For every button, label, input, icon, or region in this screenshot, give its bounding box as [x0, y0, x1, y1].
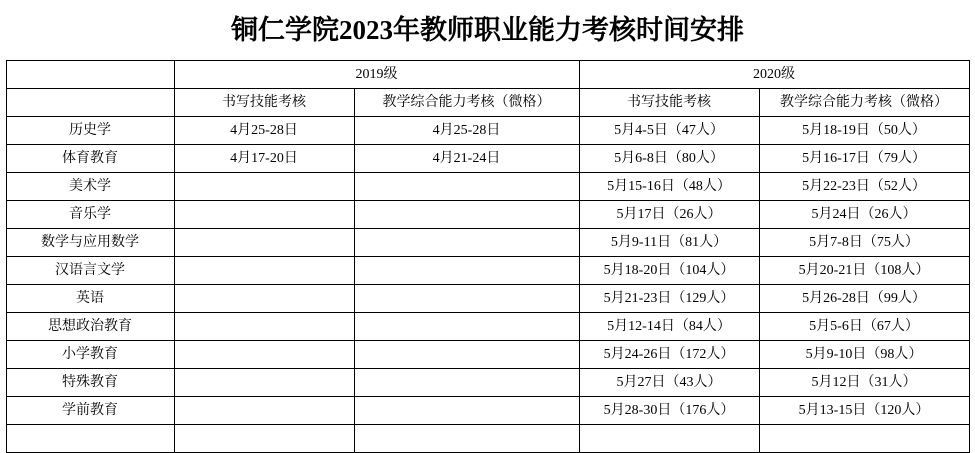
cell-2019-teaching	[354, 341, 579, 369]
cell-2020-writing: 5月28-30日（176人）	[579, 397, 759, 425]
table-row	[6, 145, 969, 173]
cell-2020-teaching: 5月9-10日（98人）	[759, 341, 969, 369]
cell-2019-teaching	[354, 313, 579, 341]
major-name: 小学教育	[6, 341, 174, 369]
cell-2019-teaching	[354, 229, 579, 257]
cell-2019-teaching: 4月25-28日	[354, 117, 579, 145]
table-row	[6, 285, 969, 313]
cell-2020-teaching: 5月7-8日（75人）	[759, 229, 969, 257]
cell-2020-teaching	[759, 425, 969, 453]
cell-2020-writing: 5月12-14日（84人）	[579, 313, 759, 341]
cell-2019-writing	[174, 425, 354, 453]
cell-2019-writing	[174, 341, 354, 369]
cell-2019-teaching	[354, 285, 579, 313]
cell-2020-writing: 5月24-26日（172人）	[579, 341, 759, 369]
table-row	[6, 201, 969, 229]
cell-2020-writing: 5月4-5日（47人）	[579, 117, 759, 145]
major-name: 美术学	[6, 173, 174, 201]
table-row	[6, 425, 969, 453]
table-header-subheader-row	[6, 89, 969, 117]
table-row	[6, 397, 969, 425]
column-header-2019-teaching: 教学综合能力考核（微格）	[354, 89, 579, 117]
major-name: 思想政治教育	[6, 313, 174, 341]
cell-2020-writing	[579, 425, 759, 453]
cell-2020-teaching: 5月12日（31人）	[759, 369, 969, 397]
cell-2019-writing: 4月17-20日	[174, 145, 354, 173]
cell-2020-writing: 5月18-20日（104人）	[579, 257, 759, 285]
cell-2020-teaching: 5月26-28日（99人）	[759, 285, 969, 313]
cell-2020-writing: 5月21-23日（129人）	[579, 285, 759, 313]
table-row	[6, 117, 969, 145]
cell-2020-writing: 5月6-8日（80人）	[579, 145, 759, 173]
page-title: 铜仁学院2023年教师职业能力考核时间安排	[231, 15, 744, 45]
major-name: 音乐学	[6, 201, 174, 229]
cell-2019-writing	[174, 285, 354, 313]
cell-2020-teaching: 5月24日（26人）	[759, 201, 969, 229]
cell-2020-writing: 5月27日（43人）	[579, 369, 759, 397]
cell-2020-teaching: 5月20-21日（108人）	[759, 257, 969, 285]
cell-2019-writing	[174, 173, 354, 201]
cell-2020-teaching: 5月18-19日（50人）	[759, 117, 969, 145]
grade-group-2020: 2020级	[579, 61, 969, 89]
cell-2019-teaching	[354, 397, 579, 425]
cell-2020-writing: 5月15-16日（48人）	[579, 173, 759, 201]
table-row	[6, 341, 969, 369]
column-header-2019-writing: 书写技能考核	[174, 89, 354, 117]
cell-2019-teaching	[354, 173, 579, 201]
cell-2019-teaching: 4月21-24日	[354, 145, 579, 173]
cell-2019-writing: 4月25-28日	[174, 117, 354, 145]
cell-2019-teaching	[354, 257, 579, 285]
grade-group-2019: 2019级	[174, 61, 579, 89]
cell-2019-teaching	[354, 201, 579, 229]
exam-schedule-table	[6, 60, 970, 453]
table-header-grade-row	[6, 61, 969, 89]
major-name	[6, 425, 174, 453]
major-name: 体育教育	[6, 145, 174, 173]
table-row	[6, 173, 969, 201]
table-row	[6, 257, 969, 285]
major-name: 特殊教育	[6, 369, 174, 397]
cell-2020-teaching: 5月13-15日（120人）	[759, 397, 969, 425]
table-row	[6, 313, 969, 341]
cell-2019-writing	[174, 397, 354, 425]
cell-2020-teaching: 5月5-6日（67人）	[759, 313, 969, 341]
major-name: 汉语言文学	[6, 257, 174, 285]
major-name: 英语	[6, 285, 174, 313]
cell-2019-writing	[174, 201, 354, 229]
cell-2019-writing	[174, 313, 354, 341]
cell-2019-teaching	[354, 425, 579, 453]
cell-2019-writing	[174, 257, 354, 285]
cell-2020-writing: 5月17日（26人）	[579, 201, 759, 229]
cell-2019-teaching	[354, 369, 579, 397]
table-corner-cell-2	[6, 89, 174, 117]
table-corner-cell	[6, 61, 174, 89]
major-name: 学前教育	[6, 397, 174, 425]
cell-2020-teaching: 5月16-17日（79人）	[759, 145, 969, 173]
column-header-2020-writing: 书写技能考核	[579, 89, 759, 117]
table-row	[6, 229, 969, 257]
major-name: 数学与应用数学	[6, 229, 174, 257]
cell-2020-teaching: 5月22-23日（52人）	[759, 173, 969, 201]
cell-2020-writing: 5月9-11日（81人）	[579, 229, 759, 257]
cell-2019-writing	[174, 229, 354, 257]
cell-2019-writing	[174, 369, 354, 397]
table-row	[6, 369, 969, 397]
major-name: 历史学	[6, 117, 174, 145]
column-header-2020-teaching: 教学综合能力考核（微格）	[759, 89, 969, 117]
